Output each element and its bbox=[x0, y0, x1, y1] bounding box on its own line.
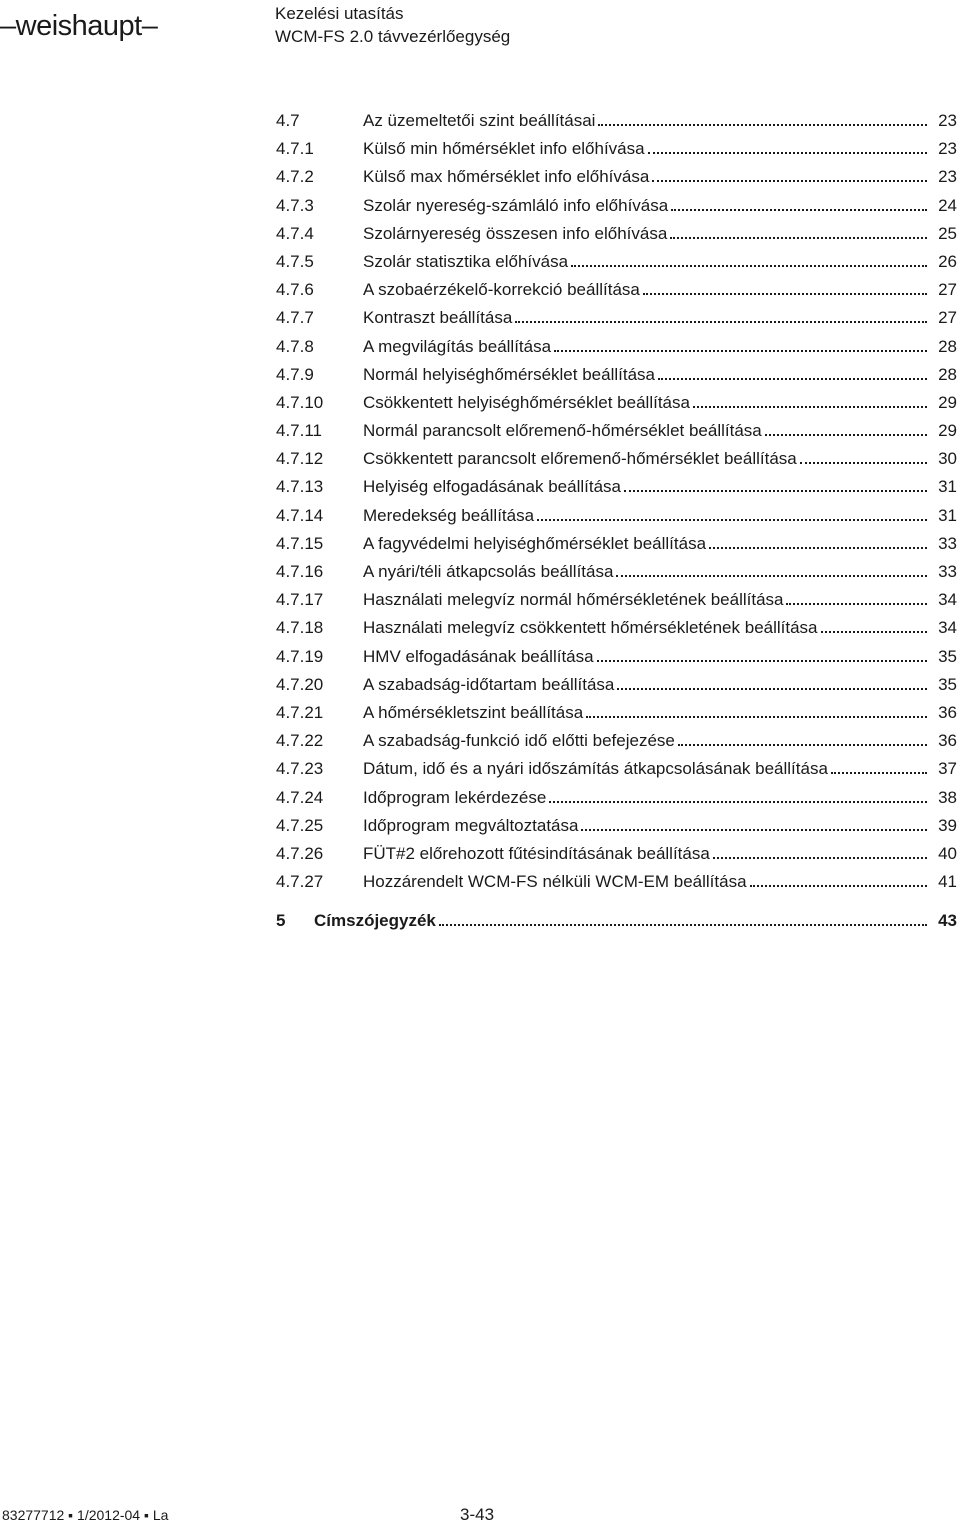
toc-entry-number: 4.7.4 bbox=[276, 223, 314, 243]
document-type: Kezelési utasítás bbox=[275, 4, 404, 23]
toc-dot-leader bbox=[765, 434, 927, 436]
toc-entry-number: 4.7.10 bbox=[276, 392, 324, 412]
toc-dot-leader bbox=[671, 209, 927, 211]
toc-entry-page: 36 bbox=[938, 702, 957, 722]
toc-entry[interactable] bbox=[276, 224, 957, 252]
toc-entry-page: 43 bbox=[938, 911, 957, 930]
toc-entry-number: 4.7.2 bbox=[276, 167, 314, 187]
toc-entry-page: 23 bbox=[938, 139, 957, 159]
toc-entry-title: Meredekség beállítása bbox=[363, 505, 535, 525]
toc-dot-leader bbox=[648, 152, 927, 154]
toc-entry-number: 4.7.20 bbox=[276, 674, 324, 694]
toc-entry[interactable] bbox=[276, 534, 957, 562]
toc-main-entry[interactable] bbox=[276, 911, 957, 931]
toc-entry-title: Normál parancsolt előremenő-hőmérséklet beállítása bbox=[363, 421, 762, 441]
toc-entry-page: 29 bbox=[938, 421, 957, 441]
toc-entry-title: A hőmérsékletszint beállítása bbox=[363, 702, 584, 722]
toc-entry[interactable] bbox=[276, 337, 957, 365]
toc-dot-leader bbox=[537, 519, 927, 521]
toc-entry-number: 4.7.1 bbox=[276, 139, 314, 159]
toc-dot-leader bbox=[678, 744, 927, 746]
toc-entry-title: Normál helyiséghőmérséklet beállítása bbox=[363, 364, 655, 384]
toc-entry[interactable] bbox=[276, 477, 957, 505]
table-of-contents bbox=[276, 111, 957, 900]
toc-entry[interactable] bbox=[276, 365, 957, 393]
logo-text: weishaupt bbox=[15, 10, 142, 42]
toc-entry-title: Csökkentett helyiséghőmérséklet beállítása bbox=[363, 392, 690, 412]
toc-dot-leader bbox=[581, 829, 927, 831]
toc-entry-title: A szabadság-funkció idő előtti befejezése bbox=[363, 731, 675, 751]
toc-entry-number: 4.7.19 bbox=[276, 646, 324, 666]
toc-entry[interactable] bbox=[276, 449, 957, 477]
toc-entry-title: Időprogram megváltoztatása bbox=[363, 815, 579, 835]
toc-entry-title: HMV elfogadásának beállítása bbox=[363, 646, 594, 666]
toc-entry-page: 27 bbox=[938, 308, 957, 328]
toc-entry-page: 31 bbox=[938, 505, 957, 525]
toc-entry[interactable] bbox=[276, 759, 957, 787]
toc-entry-number: 4.7.13 bbox=[276, 477, 324, 497]
toc-entry[interactable] bbox=[276, 196, 957, 224]
toc-entry[interactable] bbox=[276, 393, 957, 421]
toc-entry[interactable] bbox=[276, 618, 957, 646]
toc-entry[interactable] bbox=[276, 421, 957, 449]
toc-entry-title: Külső min hőmérséklet info előhívása bbox=[363, 139, 645, 159]
toc-dot-leader bbox=[821, 631, 927, 633]
toc-entry-page: 25 bbox=[938, 223, 957, 243]
toc-dot-leader bbox=[515, 321, 927, 323]
toc-dot-leader bbox=[713, 857, 927, 859]
toc-entry-number: 4.7.7 bbox=[276, 308, 314, 328]
toc-entry-number: 4.7.26 bbox=[276, 843, 324, 863]
toc-entry-number: 4.7.23 bbox=[276, 759, 324, 779]
toc-entry-number: 4.7.12 bbox=[276, 449, 324, 469]
toc-dot-leader bbox=[439, 924, 927, 926]
toc-dot-leader bbox=[571, 265, 927, 267]
toc-entry-number: 4.7.21 bbox=[276, 702, 324, 722]
toc-entry-page: 35 bbox=[938, 646, 957, 666]
toc-entry-title: Helyiség elfogadásának beállítása bbox=[363, 477, 622, 497]
logo-dash-right: – bbox=[141, 10, 158, 42]
toc-entry-number: 4.7.16 bbox=[276, 562, 324, 581]
toc-entry-page: 38 bbox=[938, 787, 957, 807]
toc-entry-title: A nyári/téli átkapcsolás beállítása bbox=[363, 562, 614, 581]
toc-dot-leader bbox=[709, 547, 927, 549]
toc-entry-page: 27 bbox=[938, 280, 957, 300]
toc-dot-leader bbox=[554, 350, 927, 352]
toc-entry-page: 36 bbox=[938, 731, 957, 751]
toc-entry-page: 34 bbox=[938, 590, 957, 610]
toc-dot-leader bbox=[658, 378, 927, 380]
toc-entry-title: Szolár nyereség-számláló info előhívása bbox=[363, 195, 669, 215]
toc-dot-leader bbox=[586, 716, 927, 718]
toc-entry-number: 5 bbox=[276, 911, 286, 930]
toc-entry-title: Külső max hőmérséklet info előhívása bbox=[363, 167, 650, 187]
toc-entry[interactable] bbox=[276, 308, 957, 336]
toc-entry-title: Használati melegvíz csökkentett hőmérsékletének beállítása bbox=[363, 618, 818, 638]
toc-entry-number: 4.7.15 bbox=[276, 533, 324, 553]
toc-entry[interactable] bbox=[276, 590, 957, 618]
toc-entry-number: 4.7.11 bbox=[276, 421, 323, 441]
toc-entry-page: 34 bbox=[938, 618, 957, 638]
toc-entry[interactable] bbox=[276, 167, 957, 195]
toc-entry[interactable] bbox=[276, 280, 957, 308]
toc-entry-page: 23 bbox=[938, 111, 957, 130]
toc-entry[interactable] bbox=[276, 647, 957, 675]
toc-entry-title: A szobaérzékelő-korrekció beállítása bbox=[363, 280, 640, 300]
toc-entry-page: 37 bbox=[938, 759, 957, 779]
toc-entry-title: Szolár statisztika előhívása bbox=[363, 251, 569, 271]
toc-dot-leader bbox=[597, 660, 927, 662]
weishaupt-logo bbox=[0, 10, 157, 43]
logo-dash-left: – bbox=[0, 10, 16, 42]
document-code: 83277712 ▪ 1/2012-04 ▪ La bbox=[2, 1507, 169, 1523]
toc-entry-title: Dátum, idő és a nyári időszámítás átkapcsolásának beállítása bbox=[363, 759, 828, 779]
toc-entry[interactable] bbox=[276, 506, 957, 534]
toc-entry[interactable] bbox=[276, 111, 957, 139]
page-number: 3-43 bbox=[460, 1505, 495, 1524]
toc-dot-leader bbox=[598, 124, 927, 126]
toc-entry-number: 4.7.17 bbox=[276, 590, 324, 610]
toc-entry-title: Címszójegyzék bbox=[314, 911, 436, 930]
toc-entry-number: 4.7.24 bbox=[276, 787, 324, 807]
toc-entry-page: 39 bbox=[938, 815, 957, 835]
toc-entry-number: 4.7.22 bbox=[276, 731, 324, 751]
toc-dot-leader bbox=[800, 462, 927, 464]
toc-entry[interactable] bbox=[276, 872, 957, 900]
toc-dot-leader bbox=[652, 180, 927, 182]
toc-entry[interactable] bbox=[276, 675, 957, 703]
toc-entry-page: 28 bbox=[938, 336, 957, 356]
toc-dot-leader bbox=[693, 406, 927, 408]
toc-dot-leader bbox=[750, 885, 927, 887]
toc-entry[interactable] bbox=[276, 816, 957, 844]
toc-dot-leader bbox=[643, 293, 927, 295]
toc-entry-page: 29 bbox=[938, 392, 957, 412]
toc-dot-leader bbox=[831, 772, 927, 774]
toc-entry-page: 24 bbox=[938, 195, 957, 215]
toc-dot-leader bbox=[617, 688, 927, 690]
toc-dot-leader bbox=[670, 237, 927, 239]
toc-entry-title: Csökkentett parancsolt előremenő-hőmérséklet beállítása bbox=[363, 449, 797, 469]
toc-entry-number: 4.7.6 bbox=[276, 280, 314, 300]
toc-entry-number: 4.7.18 bbox=[276, 618, 324, 638]
toc-entry-number: 4.7.8 bbox=[276, 336, 314, 356]
toc-entry-page: 23 bbox=[938, 167, 957, 187]
toc-entry-title: A megvilágítás beállítása bbox=[363, 336, 552, 356]
toc-entry-page: 30 bbox=[938, 449, 957, 469]
toc-entry-number: 4.7.14 bbox=[276, 505, 324, 525]
toc-entry-number: 4.7.9 bbox=[276, 364, 314, 384]
toc-dot-leader bbox=[616, 575, 927, 577]
toc-entry-title: Szolárnyereség összesen info előhívása bbox=[363, 223, 668, 243]
toc-entry-title: Használati melegvíz normál hőmérsékletének beállítása bbox=[363, 590, 784, 610]
toc-entry-page: 40 bbox=[938, 843, 957, 863]
toc-entry[interactable] bbox=[276, 788, 957, 816]
toc-entry[interactable] bbox=[276, 731, 957, 759]
toc-entry[interactable] bbox=[276, 703, 957, 731]
toc-dot-leader bbox=[786, 603, 927, 605]
toc-entry-number: 4.7.5 bbox=[276, 251, 314, 271]
toc-entry-number: 4.7.25 bbox=[276, 815, 324, 835]
toc-entry-title: Időprogram lekérdezése bbox=[363, 787, 547, 807]
toc-entry[interactable] bbox=[276, 844, 957, 872]
toc-dot-leader bbox=[549, 801, 927, 803]
toc-entry-title: A szabadság-időtartam beállítása bbox=[363, 674, 615, 694]
toc-entry-title: Hozzárendelt WCM-FS nélküli WCM-EM beállítása bbox=[363, 872, 747, 892]
toc-dot-leader bbox=[624, 490, 927, 492]
toc-entry-number: 4.7.27 bbox=[276, 872, 324, 892]
toc-entry[interactable] bbox=[276, 139, 957, 167]
toc-entry-page: 35 bbox=[938, 674, 957, 694]
toc-entry-title: FÜT#2 előrehozott fűtésindításának beállítása bbox=[363, 843, 710, 863]
toc-entry[interactable] bbox=[276, 252, 957, 280]
document-header bbox=[275, 2, 510, 48]
toc-entry[interactable] bbox=[276, 562, 957, 590]
toc-entry-page: 41 bbox=[938, 872, 957, 892]
toc-entry-title: Kontraszt beállítása bbox=[363, 308, 513, 328]
toc-entry-page: 33 bbox=[938, 533, 957, 553]
toc-entry-page: 31 bbox=[938, 477, 957, 497]
toc-entry-page: 28 bbox=[938, 364, 957, 384]
product-name: WCM-FS 2.0 távvezérlőegység bbox=[275, 27, 511, 46]
toc-entry-page: 26 bbox=[938, 251, 957, 271]
toc-entry-page: 33 bbox=[938, 562, 957, 581]
toc-entry-title: Az üzemeltetői szint beállításai bbox=[363, 111, 596, 130]
toc-entry-number: 4.7.3 bbox=[276, 195, 314, 215]
toc-entry-number: 4.7 bbox=[276, 111, 300, 130]
toc-entry-title: A fagyvédelmi helyiséghőmérséklet beállítása bbox=[363, 533, 707, 553]
